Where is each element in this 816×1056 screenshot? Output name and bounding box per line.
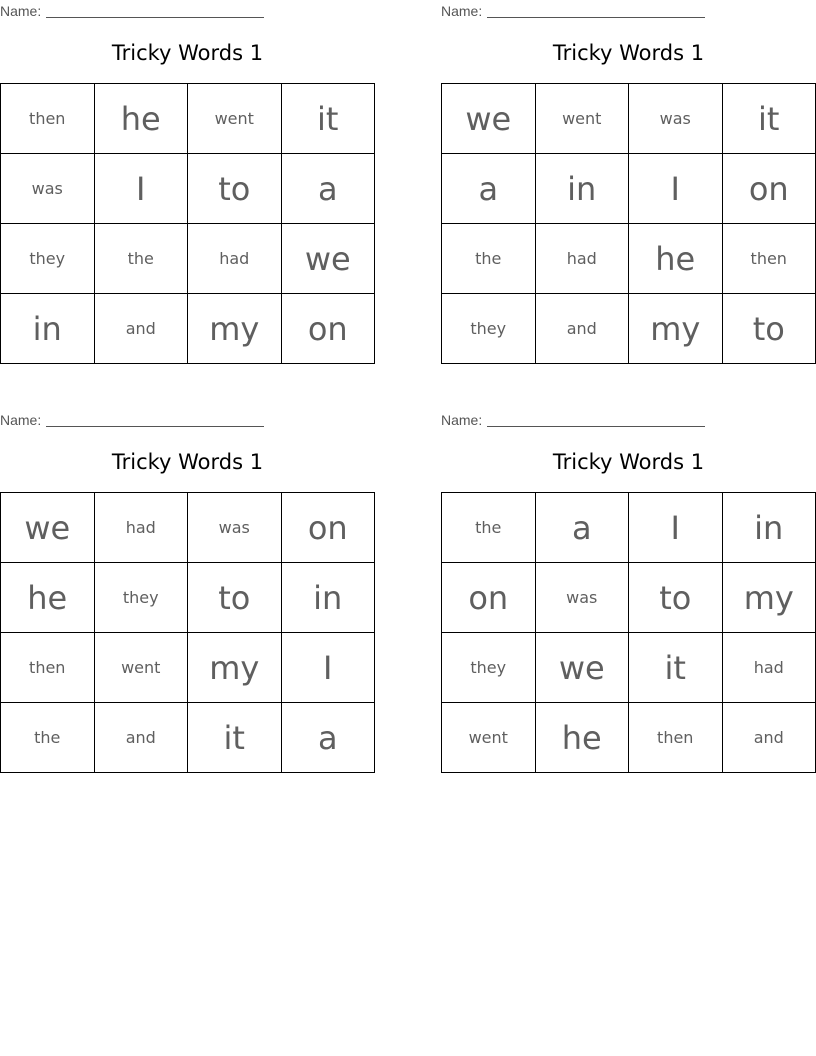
- card-title: Tricky Words 1: [111, 450, 264, 474]
- word-grid: [0, 492, 375, 773]
- word-cell: I: [95, 154, 189, 224]
- word-cell: it: [188, 703, 282, 773]
- word-cell: in: [723, 493, 816, 563]
- word-cell: they: [442, 633, 536, 703]
- name-blank-line: [46, 426, 264, 427]
- name-field: [441, 3, 705, 19]
- word-cell: a: [282, 154, 376, 224]
- word-cell: he: [536, 703, 630, 773]
- word-grid: [0, 83, 375, 364]
- word-cell: to: [629, 563, 723, 633]
- card-title: Tricky Words 1: [552, 450, 705, 474]
- name-label: Name:: [0, 3, 42, 19]
- word-cell: a: [282, 703, 376, 773]
- word-cell: in: [536, 154, 630, 224]
- word-cell: on: [442, 563, 536, 633]
- name-blank-line: [46, 17, 264, 18]
- word-cell: then: [1, 84, 95, 154]
- word-cell: went: [95, 633, 189, 703]
- word-cell: on: [282, 493, 376, 563]
- name-label: Name:: [441, 3, 483, 19]
- word-cell: we: [282, 224, 376, 294]
- word-cell: then: [629, 703, 723, 773]
- word-cell: I: [629, 154, 723, 224]
- word-cell: my: [629, 294, 723, 364]
- name-label: Name:: [441, 412, 483, 428]
- word-cell: had: [536, 224, 630, 294]
- card-title: Tricky Words 1: [111, 41, 264, 65]
- word-cell: then: [723, 224, 816, 294]
- name-label: Name:: [0, 412, 42, 428]
- name-field: [0, 412, 264, 428]
- word-cell: was: [188, 493, 282, 563]
- word-grid: [441, 83, 816, 364]
- word-cell: was: [629, 84, 723, 154]
- word-cell: and: [95, 294, 189, 364]
- name-field: [0, 3, 264, 19]
- word-cell: to: [188, 154, 282, 224]
- word-cell: had: [723, 633, 816, 703]
- word-cell: they: [442, 294, 536, 364]
- word-cell: the: [1, 703, 95, 773]
- word-cell: we: [1, 493, 95, 563]
- word-cell: a: [442, 154, 536, 224]
- word-cell: my: [188, 633, 282, 703]
- word-cell: went: [536, 84, 630, 154]
- word-cell: it: [629, 633, 723, 703]
- word-cell: and: [723, 703, 816, 773]
- word-cell: he: [95, 84, 189, 154]
- word-cell: my: [723, 563, 816, 633]
- word-cell: in: [282, 563, 376, 633]
- word-cell: the: [95, 224, 189, 294]
- word-cell: and: [95, 703, 189, 773]
- word-cell: went: [442, 703, 536, 773]
- word-cell: my: [188, 294, 282, 364]
- word-cell: on: [723, 154, 816, 224]
- word-cell: went: [188, 84, 282, 154]
- word-cell: had: [95, 493, 189, 563]
- word-cell: I: [629, 493, 723, 563]
- word-cell: they: [1, 224, 95, 294]
- word-cell: we: [442, 84, 536, 154]
- word-cell: to: [188, 563, 282, 633]
- word-cell: it: [723, 84, 816, 154]
- word-cell: it: [282, 84, 376, 154]
- word-cell: we: [536, 633, 630, 703]
- word-cell: was: [1, 154, 95, 224]
- word-cell: was: [536, 563, 630, 633]
- word-cell: then: [1, 633, 95, 703]
- word-cell: in: [1, 294, 95, 364]
- word-cell: a: [536, 493, 630, 563]
- word-cell: had: [188, 224, 282, 294]
- name-field: [441, 412, 705, 428]
- word-cell: I: [282, 633, 376, 703]
- word-cell: the: [442, 493, 536, 563]
- card-title: Tricky Words 1: [552, 41, 705, 65]
- word-cell: he: [1, 563, 95, 633]
- name-blank-line: [487, 426, 705, 427]
- word-cell: they: [95, 563, 189, 633]
- word-cell: the: [442, 224, 536, 294]
- word-grid: [441, 492, 816, 773]
- word-cell: and: [536, 294, 630, 364]
- word-cell: to: [723, 294, 816, 364]
- name-blank-line: [487, 17, 705, 18]
- word-cell: he: [629, 224, 723, 294]
- word-cell: on: [282, 294, 376, 364]
